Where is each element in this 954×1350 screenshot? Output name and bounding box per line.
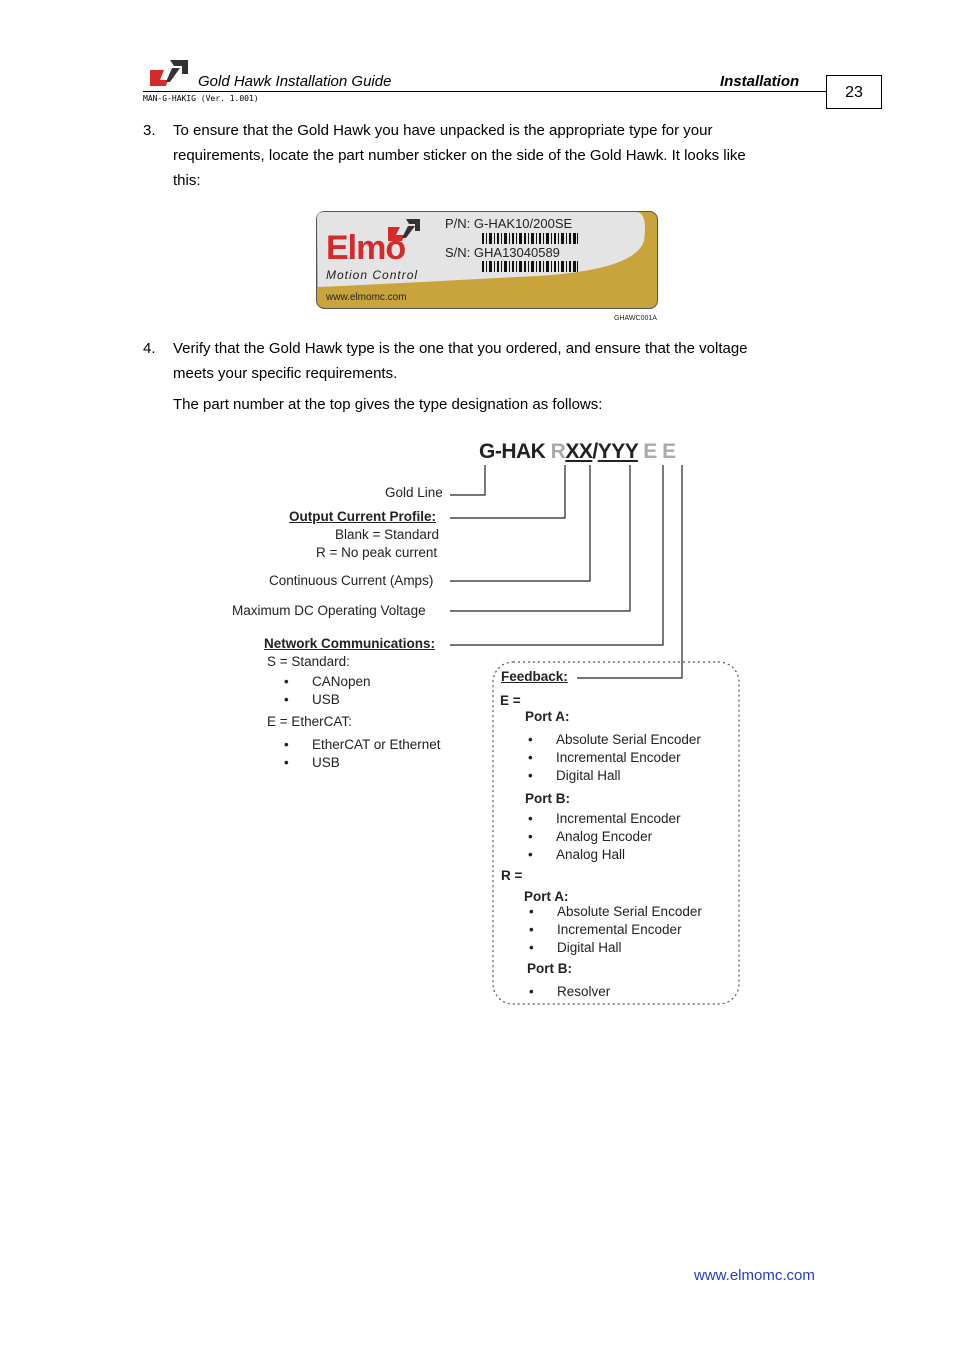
code-yyy: YYY	[597, 440, 638, 463]
e-ethercat-label: E = EtherCAT:	[267, 714, 352, 729]
list-item: • Absolute Serial Encoder	[528, 732, 701, 747]
page-number: 23	[826, 75, 882, 109]
header-rule	[143, 91, 826, 92]
step-4-text	[173, 336, 833, 386]
step-4-number: 4.	[143, 340, 156, 357]
list-item: • Incremental Encoder	[528, 811, 681, 826]
gold-line-label: Gold Line	[385, 485, 443, 500]
feedback-r-port-a: Port A:	[524, 889, 569, 904]
code-prefix: G-HAK	[479, 440, 551, 463]
elmo-logo-icon	[148, 58, 190, 88]
list-item: • CANopen	[284, 674, 371, 689]
list-item: • USB	[284, 692, 340, 707]
sticker-serial-number: S/N: GHA13040589	[445, 245, 560, 260]
list-item: • Incremental Encoder	[528, 750, 681, 765]
code-e1: E	[643, 440, 657, 463]
step-3-line: this:	[173, 172, 201, 189]
code-r: R	[550, 440, 566, 463]
list-item: • Digital Hall	[528, 768, 621, 783]
footer-link[interactable]: www.elmomc.com	[694, 1267, 815, 1284]
list-item: • Resolver	[529, 984, 611, 999]
figure-id: GHAWC001A	[614, 315, 657, 322]
list-item: • Digital Hall	[529, 940, 622, 955]
step-3-number: 3.	[143, 122, 156, 139]
step-3-text	[173, 118, 833, 193]
blank-standard-label: Blank = Standard	[335, 527, 439, 542]
step-4-line: meets your specific requirements.	[173, 365, 398, 382]
list-item: • Incremental Encoder	[529, 922, 682, 937]
output-profile-label: Output Current Profile:	[289, 509, 436, 524]
feedback-box	[493, 662, 739, 1004]
continuous-current-label: Continuous Current (Amps)	[269, 573, 434, 588]
doc-title: Gold Hawk Installation Guide	[198, 73, 392, 90]
part-number-sticker	[316, 211, 658, 314]
feedback-e-port-b: Port B:	[525, 791, 570, 806]
step-4-line: Verify that the Gold Hawk type is the one that you ordered, and ensure that the voltage	[173, 340, 748, 357]
feedback-r-port-b: Port B:	[527, 961, 572, 976]
code-xx: XX	[565, 440, 593, 463]
feedback-r-label: R =	[501, 868, 523, 883]
list-item: • EtherCAT or Ethernet	[284, 737, 441, 752]
sticker-part-number: P/N: G-HAK10/200SE	[445, 216, 573, 231]
max-voltage-label: Maximum DC Operating Voltage	[232, 603, 426, 618]
part-code	[479, 440, 676, 464]
code-e2: E	[662, 440, 676, 463]
code-slash: /	[592, 440, 598, 463]
list-item: • USB	[284, 755, 340, 770]
elmo-logo	[148, 58, 190, 93]
s-standard-label: S = Standard:	[267, 654, 350, 669]
step-3-line: To ensure that the Gold Hawk you have unpacked is the appropriate type for your	[173, 122, 713, 139]
step-3-line: requirements, locate the part number sticker on the side of the Gold Hawk. It looks like	[173, 147, 746, 164]
list-item: • Analog Encoder	[528, 829, 653, 844]
section-title: Installation	[720, 73, 800, 90]
network-label: Network Communications:	[264, 636, 436, 651]
sticker-brand: Elmo	[326, 229, 406, 267]
feedback-label: Feedback:	[501, 669, 568, 684]
list-item: • Analog Hall	[528, 847, 626, 862]
feedback-e-port-a: Port A:	[525, 709, 570, 724]
r-no-peak-label: R = No peak current	[316, 545, 438, 560]
feedback-e-label: E =	[500, 693, 521, 708]
sticker-tagline: Motion Control	[326, 268, 419, 282]
list-item: • Absolute Serial Encoder	[529, 904, 702, 919]
doc-version: MAN-G-HAKIG (Ver. 1.001)	[143, 94, 259, 103]
sticker-url: www.elmomc.com	[326, 292, 407, 303]
step-4-extra: The part number at the top gives the type designation as follows:	[173, 396, 603, 413]
